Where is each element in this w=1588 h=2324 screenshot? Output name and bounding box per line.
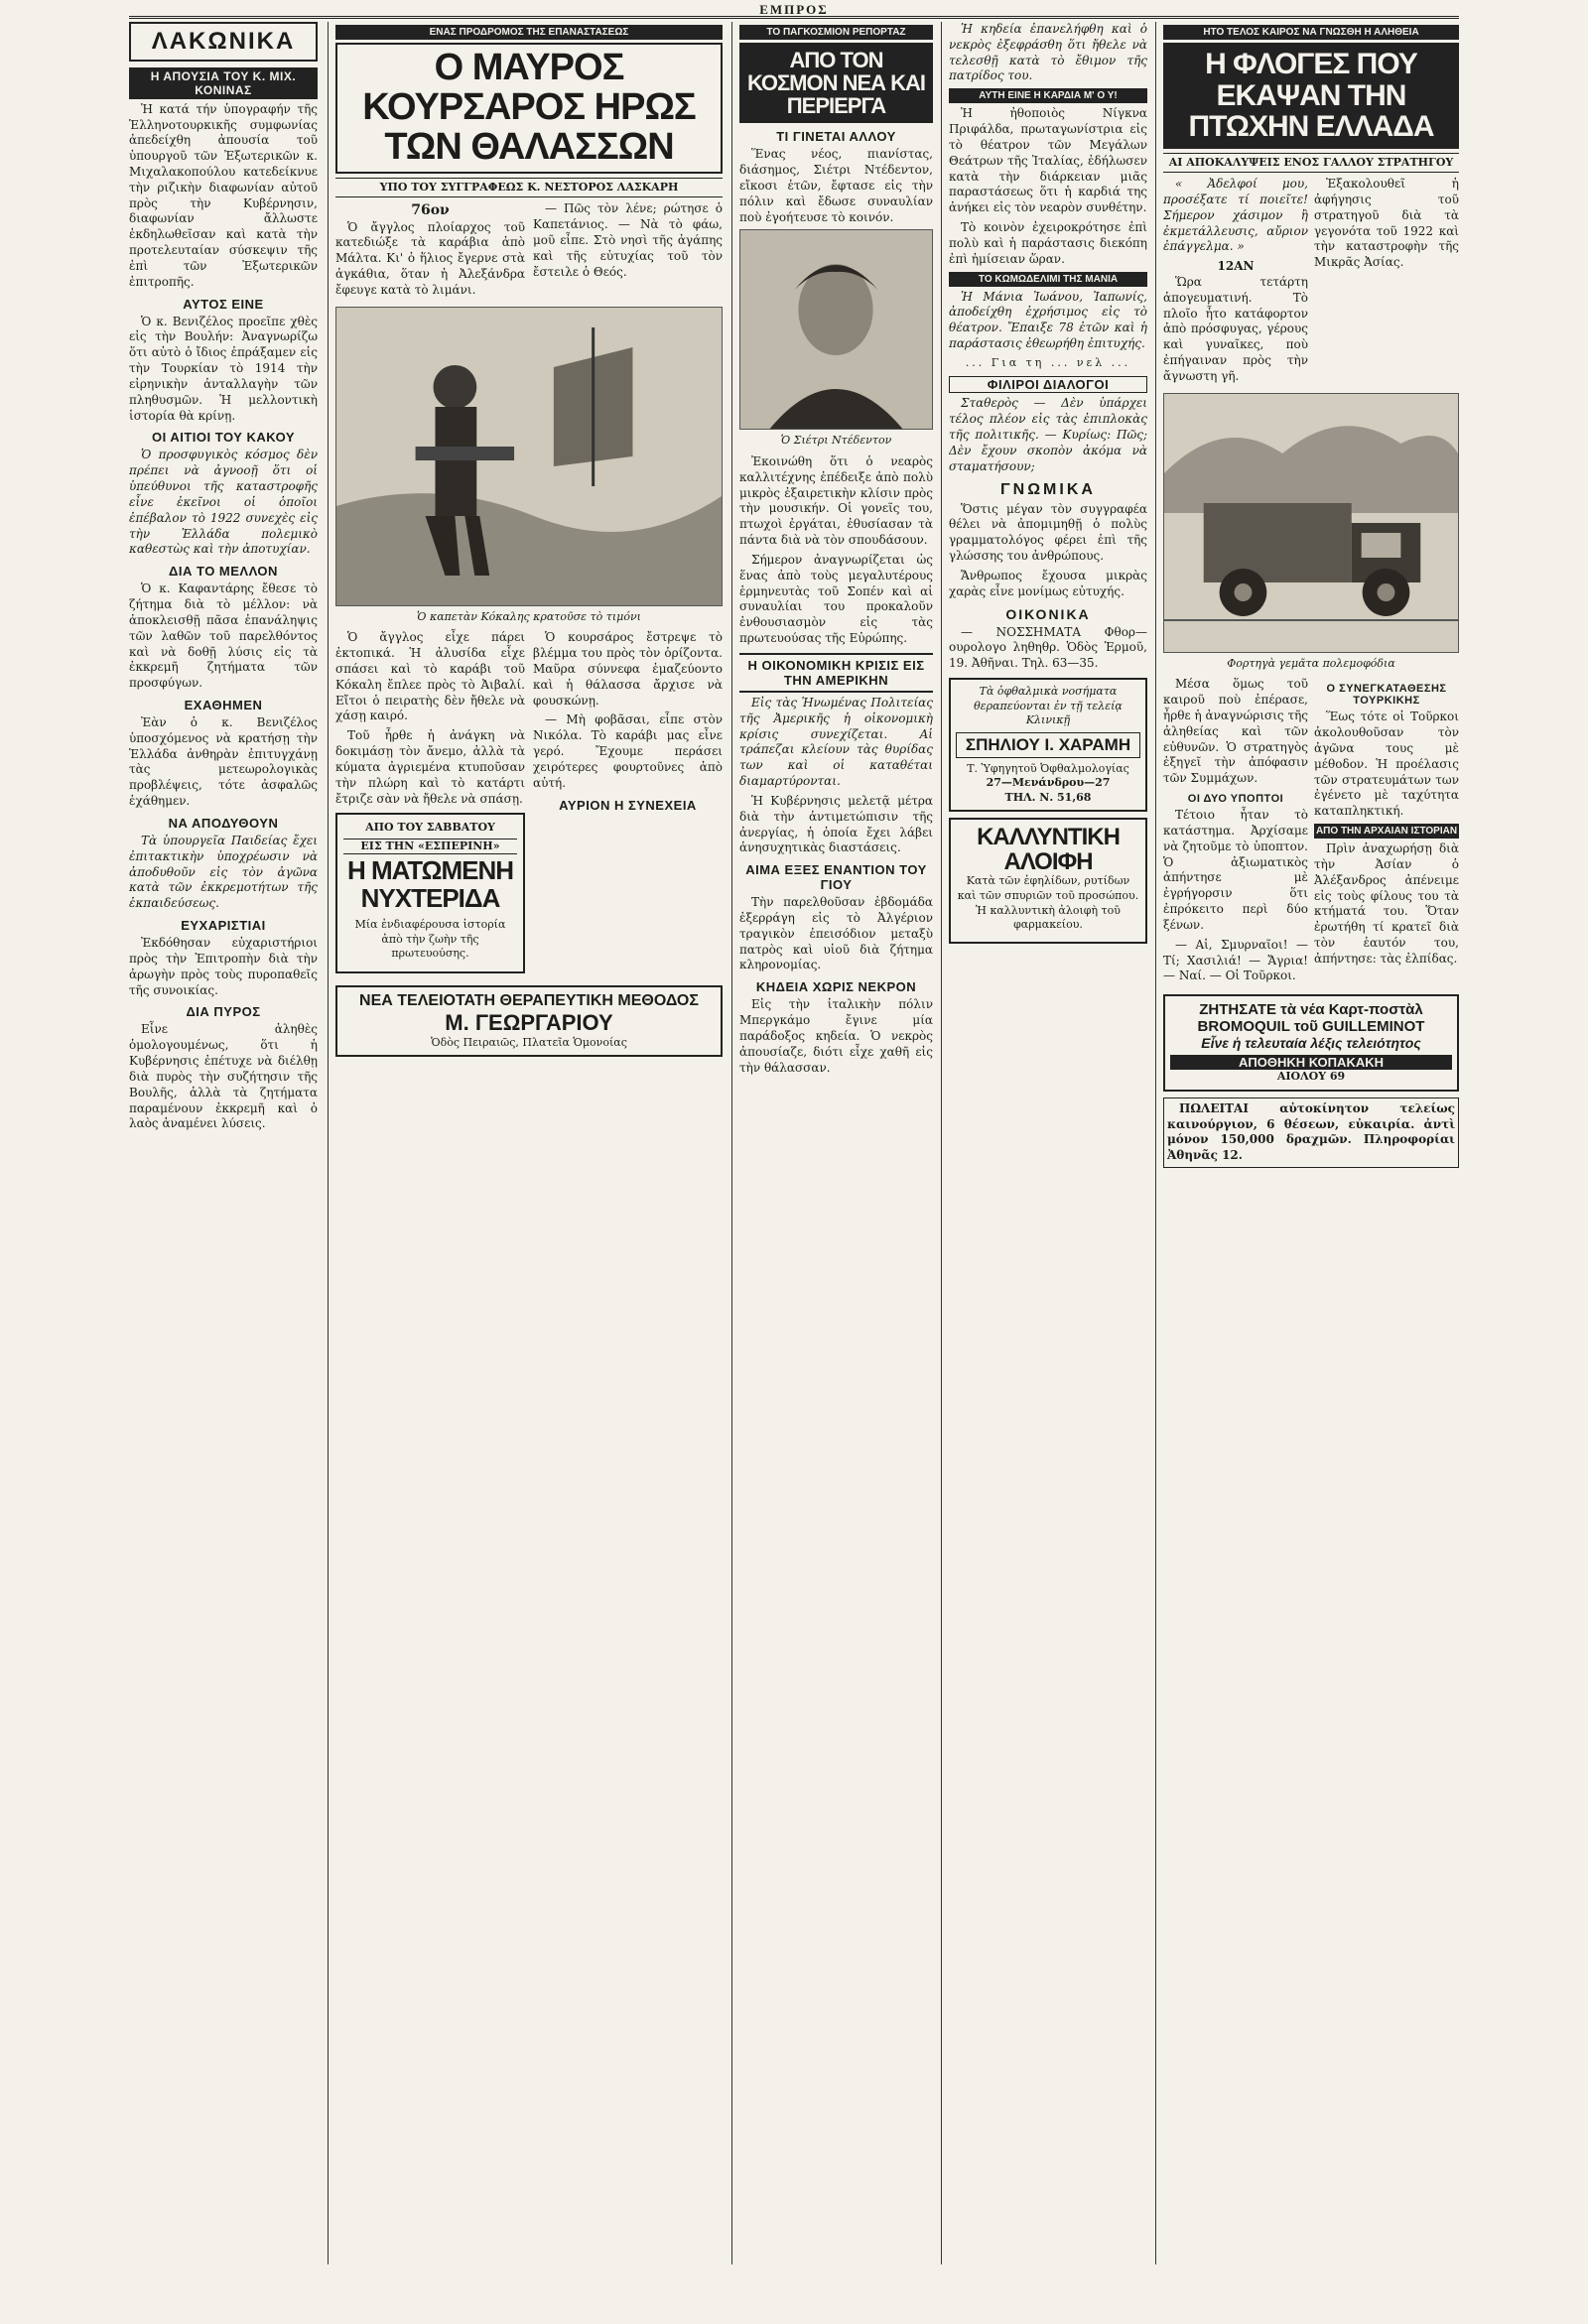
advertisement-serial [335, 813, 525, 972]
section-title: ΓΝΩΜΙΚΑ [1000, 480, 1096, 498]
column-rule [1155, 22, 1156, 2264]
feature-body [1163, 677, 1459, 988]
paragraph: Ἕνας νέος, πιανίστας, διάσημος, Σιέτρι Ντέδεντον, εἴκοσι ἐτῶν, ἔφτασε εἰς τὴν πόλιν καὶ ἔδωσε συναυλίαν ποὺ ἐγοήτευσε τὸ κοινόν. [739, 147, 933, 224]
advertisement-ointment [949, 818, 1147, 943]
kicker: ΤΟ ΠΑΓΚΟΣΜΙΟΝ ΡΕΠΟΡΤΑΖ [739, 25, 933, 40]
feature-intro [1163, 177, 1459, 389]
sailor-drawing [336, 308, 722, 605]
paragraph: Ἐὰν ὁ κ. Βενιζέλος ὑποσχόμενος νὰ κρατήσῃ τὴν Ἑλλάδα ἀνθηρὰν ἐπιτυγχάνῃ τὰς μετεωρολογικὰς προβλέψεις, τότε ἀσφαλῶς ἐχάθημεν. [129, 715, 318, 809]
paragraph: Ἡ Κυβέρνησις μελετᾷ μέτρα διὰ τὴν ἀντιμετώπισιν τῆς ἀνεργίας, ἡ ὁποία ἔχει λάβει ἀνησυχητικὰς διαστάσεις. [739, 793, 933, 855]
photo-caption: Ὁ Σιέτρι Ντέδεντον [780, 434, 892, 448]
column-rule [731, 22, 732, 2264]
paragraph: Ἡ Μάνια Ἰωάνου, Ἰαπωνίς, ἀποδείχθη ἐχρήσιμος εἰς τὸ θέατρον. Ἔπαιξε 78 ἐτῶν καὶ ἡ παράστασις ἐθεωρήθη ἐπιτυχής. [949, 289, 1147, 351]
subheading: ΦΙΛΙΡΟΙ ΔΙΑΛΟΓΟΙ [949, 376, 1147, 393]
subheading: ΔΙΑ ΠΥΡΟΣ [186, 1004, 261, 1020]
paragraph: Τὸ κοινὸν ἐχειροκρότησε ἐπὶ πολὺ καὶ ἡ παράστασις διεκόπη ἐπὶ ἡμίσειαν ὥραν. [949, 220, 1147, 266]
ad-kicker: ΑΠΟ ΤΟΥ ΣΑΒΒΑΤΟΥ [365, 821, 495, 835]
paragraph: Ἐκδόθησαν εὐχαριστήριοι πρὸς τὴν Ἐπιτροπὴν διὰ τὴν ἀρωγὴν πρὸς τοὺς πυροπαθεῖς τῆς συνοικίας. [129, 936, 318, 997]
ad-heading: ΖΗΤΗΣΑΤΕ τὰ νέα Καρτ-ποστὰλ BROMOQUIL τοῦ GUILLEMINOT [1197, 1001, 1425, 1036]
paragraph: — ΝΟΣΣΗΜΑΤΑ Φθορ—ουρολογο ληθηθρ. Ὁδὸς Ἑρμοῦ, 19. Ἀθῆναι. Τηλ. 63—35. [949, 624, 1147, 671]
byline: ΥΠΟ ΤΟΥ ΣΥΓΓΡΑΦΕΩΣ Κ. ΝΕΣΤΟΡΟΣ ΛΑΣΚΑΡΗ [335, 178, 723, 198]
advertisement-clinic [335, 985, 723, 1058]
paragraph: Εἰς τὰς Ἡνωμένας Πολιτείας τῆς Ἀμερικῆς ἡ οἰκονομικὴ κρίσις συνεχίζεται. Αἱ τράπεζαι κλείουν τὰς θυρίδας των καὶ οἱ καταθέται διαμαρτύρονται. [739, 695, 933, 789]
paragraph: Ἕως τότε οἱ Τοῦρκοι ἀκολουθοῦσαν τὸν ἀγῶνα τους μὲ μέθοδον. Ἡ προέλασις τῶν στρατευμάτων των ἐγένετο μὲ ταχύτητα καταπληκτική. [1314, 710, 1459, 819]
ad-line: ΕΙΣ ΤΗΝ «ΕΣΠΕΡΙΝΗ» [343, 839, 517, 855]
subheading: ΟΙ ΑΙΤΙΟΙ ΤΟΥ ΚΑΚΟΥ [152, 430, 295, 446]
paragraph: Ὁ κ. Βενιζέλος προεῖπε χθὲς εἰς τὴν Βουλήν: Ἀναγνωρίζω ὅτι αὐτὸ ὁ ἴδιος ἐπράξαμεν εἰς τὴν Τουρκίαν τὸ 1914 τὴν εἰρηνικὴν ἀνταλλαγὴν τῶν πληθυσμῶν. Ἡ μελλοντικὴ ἱστορία θὰ κρίνῃ. [129, 314, 318, 423]
paragraph: Ἄνθρωπος ἔχουσα μικρὰς χαρὰς εἶνε μονίμως εὐτυχής. [949, 568, 1147, 598]
paragraph: Μέσα ὅμως τοῦ καιροῦ ποὺ ἐπέρασε, ἦρθε ἡ ἀναγνώρισις τῆς ἀληθείας καὶ τῶν εὐθυνῶν. Ὁ στρατηγὸς ἐξηγεῖ τὴν ἀπόφασιν τῶν Συμμάχων. [1163, 677, 1308, 786]
ad-heading: ΝΕΑ ΤΕΛΕΙΟΤΑΤΗ ΘΕΡΑΠΕΥΤΙΚΗ ΜΕΘΟΔΟΣ [359, 991, 699, 1009]
column-misc [949, 22, 1147, 2264]
ad-subtitle: Εἶνε ἡ τελευταία λέξις τελειότητος [1201, 1035, 1421, 1052]
paragraph: Εἰς τὴν ἰταλικὴν πόλιν Μπεργκάμο ἔγινε μία παράδοξος κηδεία. Ὁ νεκρὸς ἀπουσίαζε, διότι εἶχε χαθῆ εἰς τὴν θάλασσαν. [739, 997, 933, 1075]
paragraph: Ὁ ἄγγλος πλοίαρχος τοῦ κατεδιώξε τὰ καράβια ἀπὸ Μάλτα. Κι' ὁ ἥλιος ἔγερνε στὰ ἀγκάθια, ὅταν ἡ Ἀλεξάνδρα ἔφευγε κατὰ τὸ λιμάνι. [335, 219, 525, 297]
paragraph: — Πῶς τὸν λένε; ρώτησε ὁ Καπετάνιος. — Νὰ τὸ φάω, μοῦ εἶπε. Στὸ νησὶ τῆς ἀγάπης καὶ τῆς εὐτυχίας τοῦ τὸν ἔστειλε ὁ Θεός. [533, 201, 723, 279]
paragraph: Ἡ κηδεία ἐπανελήφθη καὶ ὁ νεκρὸς ἐξεφράσθη ὅτι ἤθελε νὰ τελεσθῇ κατὰ τὸ ἔθιμον τῆς πατρίδος του. [949, 22, 1147, 83]
subheading: ΚΗΔΕΙΑ ΧΩΡΙΣ ΝΕΚΡΟΝ [755, 979, 917, 995]
truck-drawing [1164, 394, 1458, 652]
portrait-photo [739, 229, 933, 430]
column-rule [941, 22, 942, 2264]
paragraph: Ὁ ἄγγλος εἶχε πάρει ἐκτοπικά. Ἡ ἀλυσίδα εἶχε σπάσει καὶ τὸ καράβι τοῦ Κόκαλη ἔπλεε πρὸς τὸ Ἀιβαλί. Εἴτοι ὁ πειρατὴς δὲν ἤθελε νὰ χάσῃ καιρό. [335, 630, 525, 723]
column-feature [1163, 22, 1459, 2264]
advertisement-postcards [1163, 994, 1459, 1092]
classified-ad: ΠΩΛΕΙΤΑΙ αὐτοκίνητον τελείως καινούργιον, 6 θέσεων, εὐκαιρία. ἀντὶ μόνον 150,000 δραχμῶν. Πληροφορίαι Ἀθηνᾶς 12. [1163, 1097, 1459, 1168]
sailor-illustration [335, 307, 723, 606]
page-header [129, 2, 1459, 19]
paragraph: Ὁ κουρσάρος ἔστρεψε τὸ βλέμμα του πρὸς τὸν ὁρίζοντα. Μαῦρα σύννεφα ἐμαζεύοντο καὶ ἡ θάλασσα ἄρχισε νὰ φουσκώνῃ. [533, 630, 723, 708]
paragraph: Σταθερὸς — Δὲν ὑπάρχει τέλος πλέον εἰς τὰς ἐπιπλοκὰς τῆς πολιτικῆς. — Κυρίως: Πῶς; Δὲν ἔχουν σκοπὸν ἀκόμα νὰ σταματήσουν; [949, 396, 1147, 473]
subheading: ΕΥΧΑΡΙΣΤΙΑΙ [181, 918, 266, 934]
kicker: ΗΤΟ ΤΕΛΟΣ ΚΑΙΡΟΣ ΝΑ ΓΝΩΣΘΗ Η ΑΛΗΘΕΙΑ [1163, 25, 1459, 40]
installment-number: 12ΑΝ [1217, 259, 1255, 274]
subheading: ΔΙΑ ΤΟ ΜΕΛΛΟΝ [169, 564, 278, 580]
column-lakonika [129, 22, 318, 2264]
headline: Ο ΜΑΥΡΟΣ ΚΟΥΡΣΑΡΟΣ ΗΡΩΣ ΤΩΝ ΘΑΛΑΣΣΩΝ [335, 43, 723, 174]
ad-address: Ὁδὸς Πειραιῶς, Πλατεῖα Ὁμονοίας [431, 1035, 627, 1049]
ad-name: Μ. ΓΕΩΡΓΑΡΙΟΥ [445, 1009, 613, 1035]
subheading: ΟΙ ΔΥΟ ΥΠΟΠΤΟΙ [1187, 793, 1284, 806]
portrait-drawing [740, 230, 932, 429]
ad-subtitle: Τ. Ὑφηγητοῦ Ὀφθαλμολογίας [967, 761, 1129, 775]
ad-body: Μία ἐνδιαφέρουσα ἱστορία ἀπὸ τὴν ζωὴν τῆς πρωτευούσης. [354, 918, 506, 961]
paragraph: Ἡ ἠθοποιὸς Νίγκνα Πριφάλδα, πρωταγωνίστρια εἰς τὸ θέατρον τῶν Μεγάλων Θεάτρων τῆς Ἰταλίας, ἐδήλωσεν κατὰ τὴν διάρκειαν μιᾶς παραστάσεως ὅτι ἡ καρδιά της ἀνήκει εἰς τὸν νεαρὸν συνθέτην. [949, 106, 1147, 215]
paragraph: Ὅστις μέγαν τὸν συγγραφέα θέλει νὰ ἀπομιμηθῇ ὁ πολὺς γραμματολόγος φέρει ἐπὶ τῆς γλώσσης του ἀνθρώπους. [949, 501, 1147, 564]
story-body [335, 630, 723, 978]
ad-name: ΣΠΗΛΙΟΥ Ι. ΧΑΡΑΜΗ [956, 732, 1140, 758]
subheading: ΕΧΑΘΗΜΕΝ [184, 698, 263, 712]
ad-phone: ΤΗΛ. Ν. 51,68 [1004, 790, 1092, 804]
headline: Η ΦΛΟΓΕΣ ΠΟΥ ΕΚΑΨΑΝ ΤΗΝ ΠΤΩΧΗΝ ΕΛΛΑΔΑ [1163, 43, 1459, 149]
column-serial-story [335, 22, 723, 2264]
advertisement-eye-clinic [949, 678, 1147, 812]
paragraph: Τὴν παρελθοῦσαν ἑβδομάδα ἐξερράγη εἰς τὸ Ἀλγέριον τραγικὸν ἐπεισόδιον μεταξὺ πατρὸς καὶ υἱοῦ διὰ ζήτημα κληρονομίας. [739, 895, 933, 972]
paragraph: Πρὶν ἀναχωρήσῃ διὰ τὴν Ἀσίαν ὁ Ἀλέξανδρος ἀπένειμε εἰς τοὺς φίλους του τὰ κτήματά του. Ὅταν ἐρωτήθη τί κρατεῖ διὰ τὸν ἑαυτόν του, ἀπήντησε: τὰς ἐλπίδας. [1314, 841, 1459, 966]
installment-number: 76ον [411, 202, 450, 219]
ad-address: ΑΙΟΛΟΥ 69 [1276, 1070, 1346, 1084]
ad-shop: ΑΠΟΘΗΚΗ ΚΟΠΑΚΑΚΗ [1170, 1055, 1452, 1070]
section-title: ΟΙΚΟΝΙΚΑ [1005, 605, 1091, 622]
story-intro [335, 201, 723, 303]
truck-illustration [1163, 393, 1459, 653]
section-title: ΛΑΚΩΝΙΚΑ [129, 22, 318, 62]
illustration-caption: Ὁ καπετὰν Κόκαλης κρατοῦσε τὸ τιμόνι [417, 609, 641, 623]
headline: Η ΑΠΟΥΣΙΑ ΤΟΥ Κ. ΜΙΧ. ΚΟΝΙΝΑΣ [129, 67, 318, 99]
paragraph: — Μὴ φοβᾶσαι, εἶπε στὸν Νικόλα. Τὸ καράβι μας εἶνε γερό. Ἔχουμε περάσει χειρότερες φουρτοῦνες ἀπὸ αὐτή. [533, 712, 723, 790]
subheading: ΤΟ ΚΩΜΩΔΕΛΙΜΙ ΤΗΣ ΜΑΝΙΑ [949, 272, 1147, 287]
paragraph: « Ἀδελφοί μου, προσέξατε τί ποιεῖτε! Σήμερον χάσιμον ἢ ἐκμετάλλευσις, αὔριον ἐπάγγελμα. » [1163, 177, 1308, 254]
divider: ... Για τη ... νελ ... [965, 355, 1131, 369]
subheading: ΑΥΤΗ ΕΙΝΕ Η ΚΑΡΔΙΑ Μ' Ο Υ! [949, 88, 1147, 103]
subheading: ΑΠΟ ΤΗΝ ΑΡΧΑΙΑΝ ΙΣΤΟΡΙΑΝ [1315, 826, 1458, 838]
paragraph: Εἶνε ἀληθὲς ὁμολογουμένως, ὅτι ἡ Κυβέρνησις ἐπέτυχε νὰ διέλθῃ διὰ πυρὸς τὴν συζήτησιν τῆς Βουλῆς, ἀλλὰ τὰ ζητήματα παραμένουν ἐκκρεμῆ καὶ ὁ λαὸς ἀναμένει λύσεις. [129, 1022, 318, 1131]
ad-title: Η ΜΑΤΩΜΕΝΗ ΝΥΧΤΕΡΙΔΑ [346, 855, 514, 913]
paragraph: Ὥρα τετάρτη ἀπογευματινή. Τὸ πλοῖο ἦτο κατάφορτον ἀπὸ πρόσφυγας, γέρους καὶ γυναῖκες, ποὺ ἐπήγαιναν πρὸς τὴν ἄγνωστη γῆ. [1163, 274, 1308, 383]
continued-note: ΑΥΡΙΟΝ Η ΣΥΝΕΧΕΙΑ [559, 797, 697, 813]
ad-heading: ΚΑΛΛΥΝΤΙΚΗ ΑΛΟΙΦΗ [977, 824, 1120, 876]
paragraph: Ὁ προσφυγικὸς κόσμος δὲν πρέπει νὰ ἀγνοοῇ ὅτι οἱ ὑπεύθυνοι τῆς καταστροφῆς εἶνε ἐκεῖνοι οἱ ὁποῖοι ἐπέβαλον τὸ 1922 συνεχὲς εἰς τὴν Ἑλλάδα πολεμικὸ καθεστὼς καὶ τὴν ἀποτυχίαν. [129, 448, 318, 557]
paragraph: Τὰ ὑπουργεῖα Παιδείας ἔχει ἐπιτακτικὴν ὑποχρέωσιν νὰ ἀποδυθοῦν εἰς τὸν ἀγῶνα κατὰ τῶν ἐκκρεμοτήτων τῆς ἐκπαιδεύσεως. [129, 833, 318, 911]
paragraph: Ἐξακολουθεῖ ἡ ἀφήγησις τοῦ στρατηγοῦ διὰ τὰ γεγονότα τοῦ 1922 καὶ τὴν καταστροφὴν τῆς Μικρᾶς Ἀσίας. [1314, 177, 1459, 270]
paragraph: Ἐκοινώθη ὅτι ὁ νεαρὸς καλλιτέχνης ἐπέδειξε ἀπὸ πολὺ μικρὸς ἐξαιρετικὴν κλίσιν πρὸς τὴν μουσικήν. Οἱ γονεῖς του, πτωχοὶ ἐργάται, ἐθυσίασαν τὰ πάντα διὰ νὰ τὸν σπουδάσουν. [739, 453, 933, 548]
ad-title: Τὰ ὀφθαλμικὰ νοσήματα θεραπεύονται ἐν τῇ τελείᾳ Κλινικῇ [974, 685, 1123, 727]
paragraph: Ἡ κατά τήν ὑπογραφήν τῆς Ἑλληνοτουρκικῆς συμφωνίας ἀπεδείχθη ἀπουσία τοῦ ὑπουργοῦ τῶν Ἐξωτερικῶν κ. Μιχαλακοπούλου κατεδείκνυε τὴν ριζικὴν διαφωνίαν αὐτοῦ πρὸς τὴν Κυβέρνησιν, διαφωνίαν ἄλλωστε ἐκδηλωθεῖσαν καὶ κατὰ τὴν προτελευταίαν σύσκεψιν τῆς ἐπὶ τῶν Ἐξωτερικῶν ἐπιτροπῆς. [129, 101, 318, 289]
subheading: Η ΟΙΚΟΝΟΜΙΚΗ ΚΡΙΣΙΣ ΕΙΣ ΤΗΝ ΑΜΕΡΙΚΗΝ [739, 653, 933, 693]
kicker: ΕΝΑΣ ΠΡΟΔΡΟΜΟΣ ΤΗΣ ΕΠΑΝΑΣΤΑΣΕΩΣ [335, 25, 723, 40]
subheading: ΝΑ ΑΠΟΔΥΘΟΥΝ [168, 815, 279, 831]
subheading: ΑΙΜΑ ΕΞΕΣ ΕΝΑΝΤΙΟΝ ΤΟΥ ΓΙΟΥ [745, 862, 927, 893]
subheading: ΑΥΤΟΣ ΕΙΝΕ [183, 296, 264, 312]
column-world-news [739, 22, 933, 2264]
headline: ΑΠΟ ΤΟΝ ΚΟΣΜΟΝ ΝΕΑ ΚΑΙ ΠΕΡΙΕΡΓΑ [739, 43, 933, 123]
subheading: ΤΙ ΓΙΝΕΤΑΙ ΑΛΛΟΥ [776, 129, 896, 145]
illustration-caption: Φορτηγὰ γεμᾶτα πολεμοφόδια [1227, 656, 1395, 670]
paragraph: — Αἱ, Σμυρναῖοι! — Τί; Χασιλιά! — Ἄγρια! — Ναί. — Οἱ Τοῦρκοι. [1163, 937, 1308, 983]
paragraph: Τοῦ ἦρθε ἡ ἀνάγκη νὰ δοκιμάσῃ τὸν ἄνεμο, ἀλλὰ τὰ κύματα ἀγριεμένα κτυποῦσαν τὴν πλώρη καὶ τὸ κατάρτι ἔτριζε σὰν νὰ ἤθελε νὰ σπάσῃ. [335, 728, 525, 806]
subheading: Ο ΣΥΝΕΓΚΑΤΑΘΕΣΗΣ ΤΟΥΡΚΙΚΗΣ [1326, 683, 1447, 708]
paragraph: Σήμερον ἀναγνωρίζεται ὡς ἕνας ἀπὸ τοὺς μεγαλυτέρους ἑρμηνευτὰς τοῦ Σοπέν καὶ αἱ συναυλίαι του προκαλοῦν ἐνθουσιασμὸν εἰς τὰς πρωτευούσας τῆς Εὐρώπης. [739, 552, 933, 646]
running-title: ΕΜΠΡΟΣ [759, 2, 829, 17]
ad-body: Κατὰ τῶν ἐφηλίδων, ρυτίδων καὶ τῶν σπυριῶν τοῦ προσώπου. Ἡ καλλυντικὴ ἀλοιφὴ τοῦ φαρμακείου. [957, 874, 1139, 932]
byline: ΑΙ ΑΠΟΚΑΛΥΨΕΙΣ ΕΝΟΣ ΓΑΛΛΟΥ ΣΤΡΑΤΗΓΟΥ [1163, 153, 1459, 174]
ad-address: 27—Μενάνδρου—27 [986, 776, 1111, 790]
paragraph: Τέτοιο ἦταν τὸ κατάστημα. Ἀρχίσαμε νὰ ζητοῦμε τὸ ὑποπτον. Ὁ ἀξιωματικὸς ἀπήντησε μὲ ἐγρήγορσιν ὅτι ἐπρόκειτο περὶ δύο ξένων. [1163, 808, 1308, 932]
paragraph: Ὁ κ. Καφαντάρης ἔθεσε τὸ ζήτημα διὰ τὸ μέλλον: νὰ ἀποκλεισθῇ πᾶσα ἐπανάληψις τῶν λαθῶν τοῦ παρελθόντος καὶ νὰ δοθῇ λύσις εἰς τὰ ἐκκρεμῆ ζητήματα τῶν προσφύγων. [129, 581, 318, 691]
column-rule [328, 22, 329, 2264]
